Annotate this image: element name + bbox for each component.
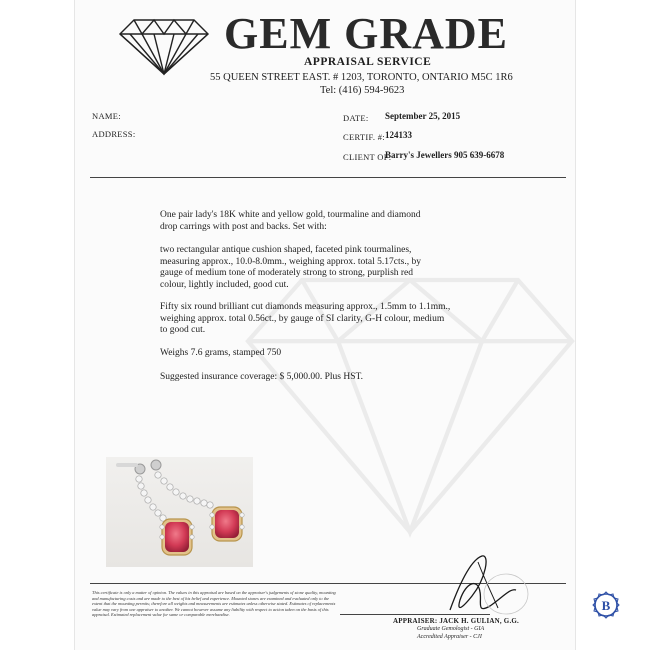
description-line: to good cut.	[160, 325, 206, 335]
earrings-photo	[106, 457, 253, 567]
diamond-watermark-icon	[230, 190, 590, 550]
svg-text:B: B	[601, 598, 611, 613]
brand-b-badge-icon	[591, 590, 621, 620]
description-intro	[160, 210, 490, 233]
signature-icon	[420, 548, 530, 624]
disclaimer-text: This certificate is only a matter of opinion. The values in this appraisal are based on the appraiser's judgements of stone quality, mounting and manufacturing costs and are made to the best of his belief and experience. Mounted stones are examined and evaluated only to the extent that the mounting permits; therefore all weights and measurements are estimates unless otherwise stated. Estimates of replacements value may vary from one appraiser to another. We cannot however assume any liability with respect to action taken on the basis of this appraisal. Estimated replacement value for same or comparable merchandise.	[92, 590, 336, 618]
date-label: DATE:	[343, 113, 369, 123]
description-line: Fifty six round brilliant cut diamonds measuring approx., 1.5mm to 1.1mm.,	[160, 302, 451, 312]
header-divider	[90, 177, 566, 178]
weight-text: Weighs 7.6 grams, stamped 750	[160, 348, 282, 358]
description-line: measuring approx., 10.0-8.0mm., weighing approx. total 5.17cts., by	[160, 256, 421, 267]
description-line: two rectangular antique cushion shaped, faceted pink tourmalines,	[160, 245, 412, 255]
certif-value: 124133	[385, 130, 412, 140]
weight-line	[160, 348, 490, 360]
earrings-illustration	[106, 457, 253, 567]
name-label: NAME:	[92, 111, 121, 121]
description-line: gauge of medium tone of moderately strong to strong, purplish red	[160, 268, 414, 278]
date-value: September 25, 2015	[385, 111, 461, 121]
description-line: drop carrings with post and backs. Set with:	[160, 221, 327, 232]
insurance-line	[160, 372, 490, 384]
address-label: ADDRESS:	[92, 129, 136, 139]
tourmaline-description	[160, 245, 490, 291]
appraiser-accreditation: Accredited Appraiser - CJI	[417, 634, 482, 641]
appraiser-block	[393, 617, 519, 642]
appraiser-credential: Graduate Gemologist - GIA	[417, 626, 485, 633]
company-title: GEM GRADE	[224, 9, 508, 58]
signature-line	[340, 614, 490, 615]
description-line: colour, lightly included, good cut.	[160, 279, 289, 290]
certif-label: CERTIF. #:	[343, 132, 385, 142]
company-telephone: Tel: (416) 594-9623	[320, 85, 405, 96]
company-address: 55 QUEEN STREET EAST. # 1203, TORONTO, ONTARIO M5C 1R6	[210, 72, 513, 83]
insurance-text: Suggested insurance coverage: $ 5,000.00. Plus HST.	[160, 372, 363, 382]
client-value: Barry's Jewellers 905 639-6678	[385, 150, 505, 160]
client-label: CLIENT OF:	[343, 152, 392, 162]
description-line: One pair lady's 18K white and yellow gold, tourmaline and diamond	[160, 210, 421, 220]
company-subtitle: APPRAISAL SERVICE	[304, 56, 432, 68]
diamond-logo-icon	[118, 14, 210, 76]
diamond-description	[160, 302, 490, 337]
appraiser-name: APPRAISER: JACK H. GULIAN, G.G.	[393, 617, 519, 625]
description-line: weighing approx. total 0.56ct., by gauge of SI clarity, G-H colour, medium	[160, 313, 445, 324]
